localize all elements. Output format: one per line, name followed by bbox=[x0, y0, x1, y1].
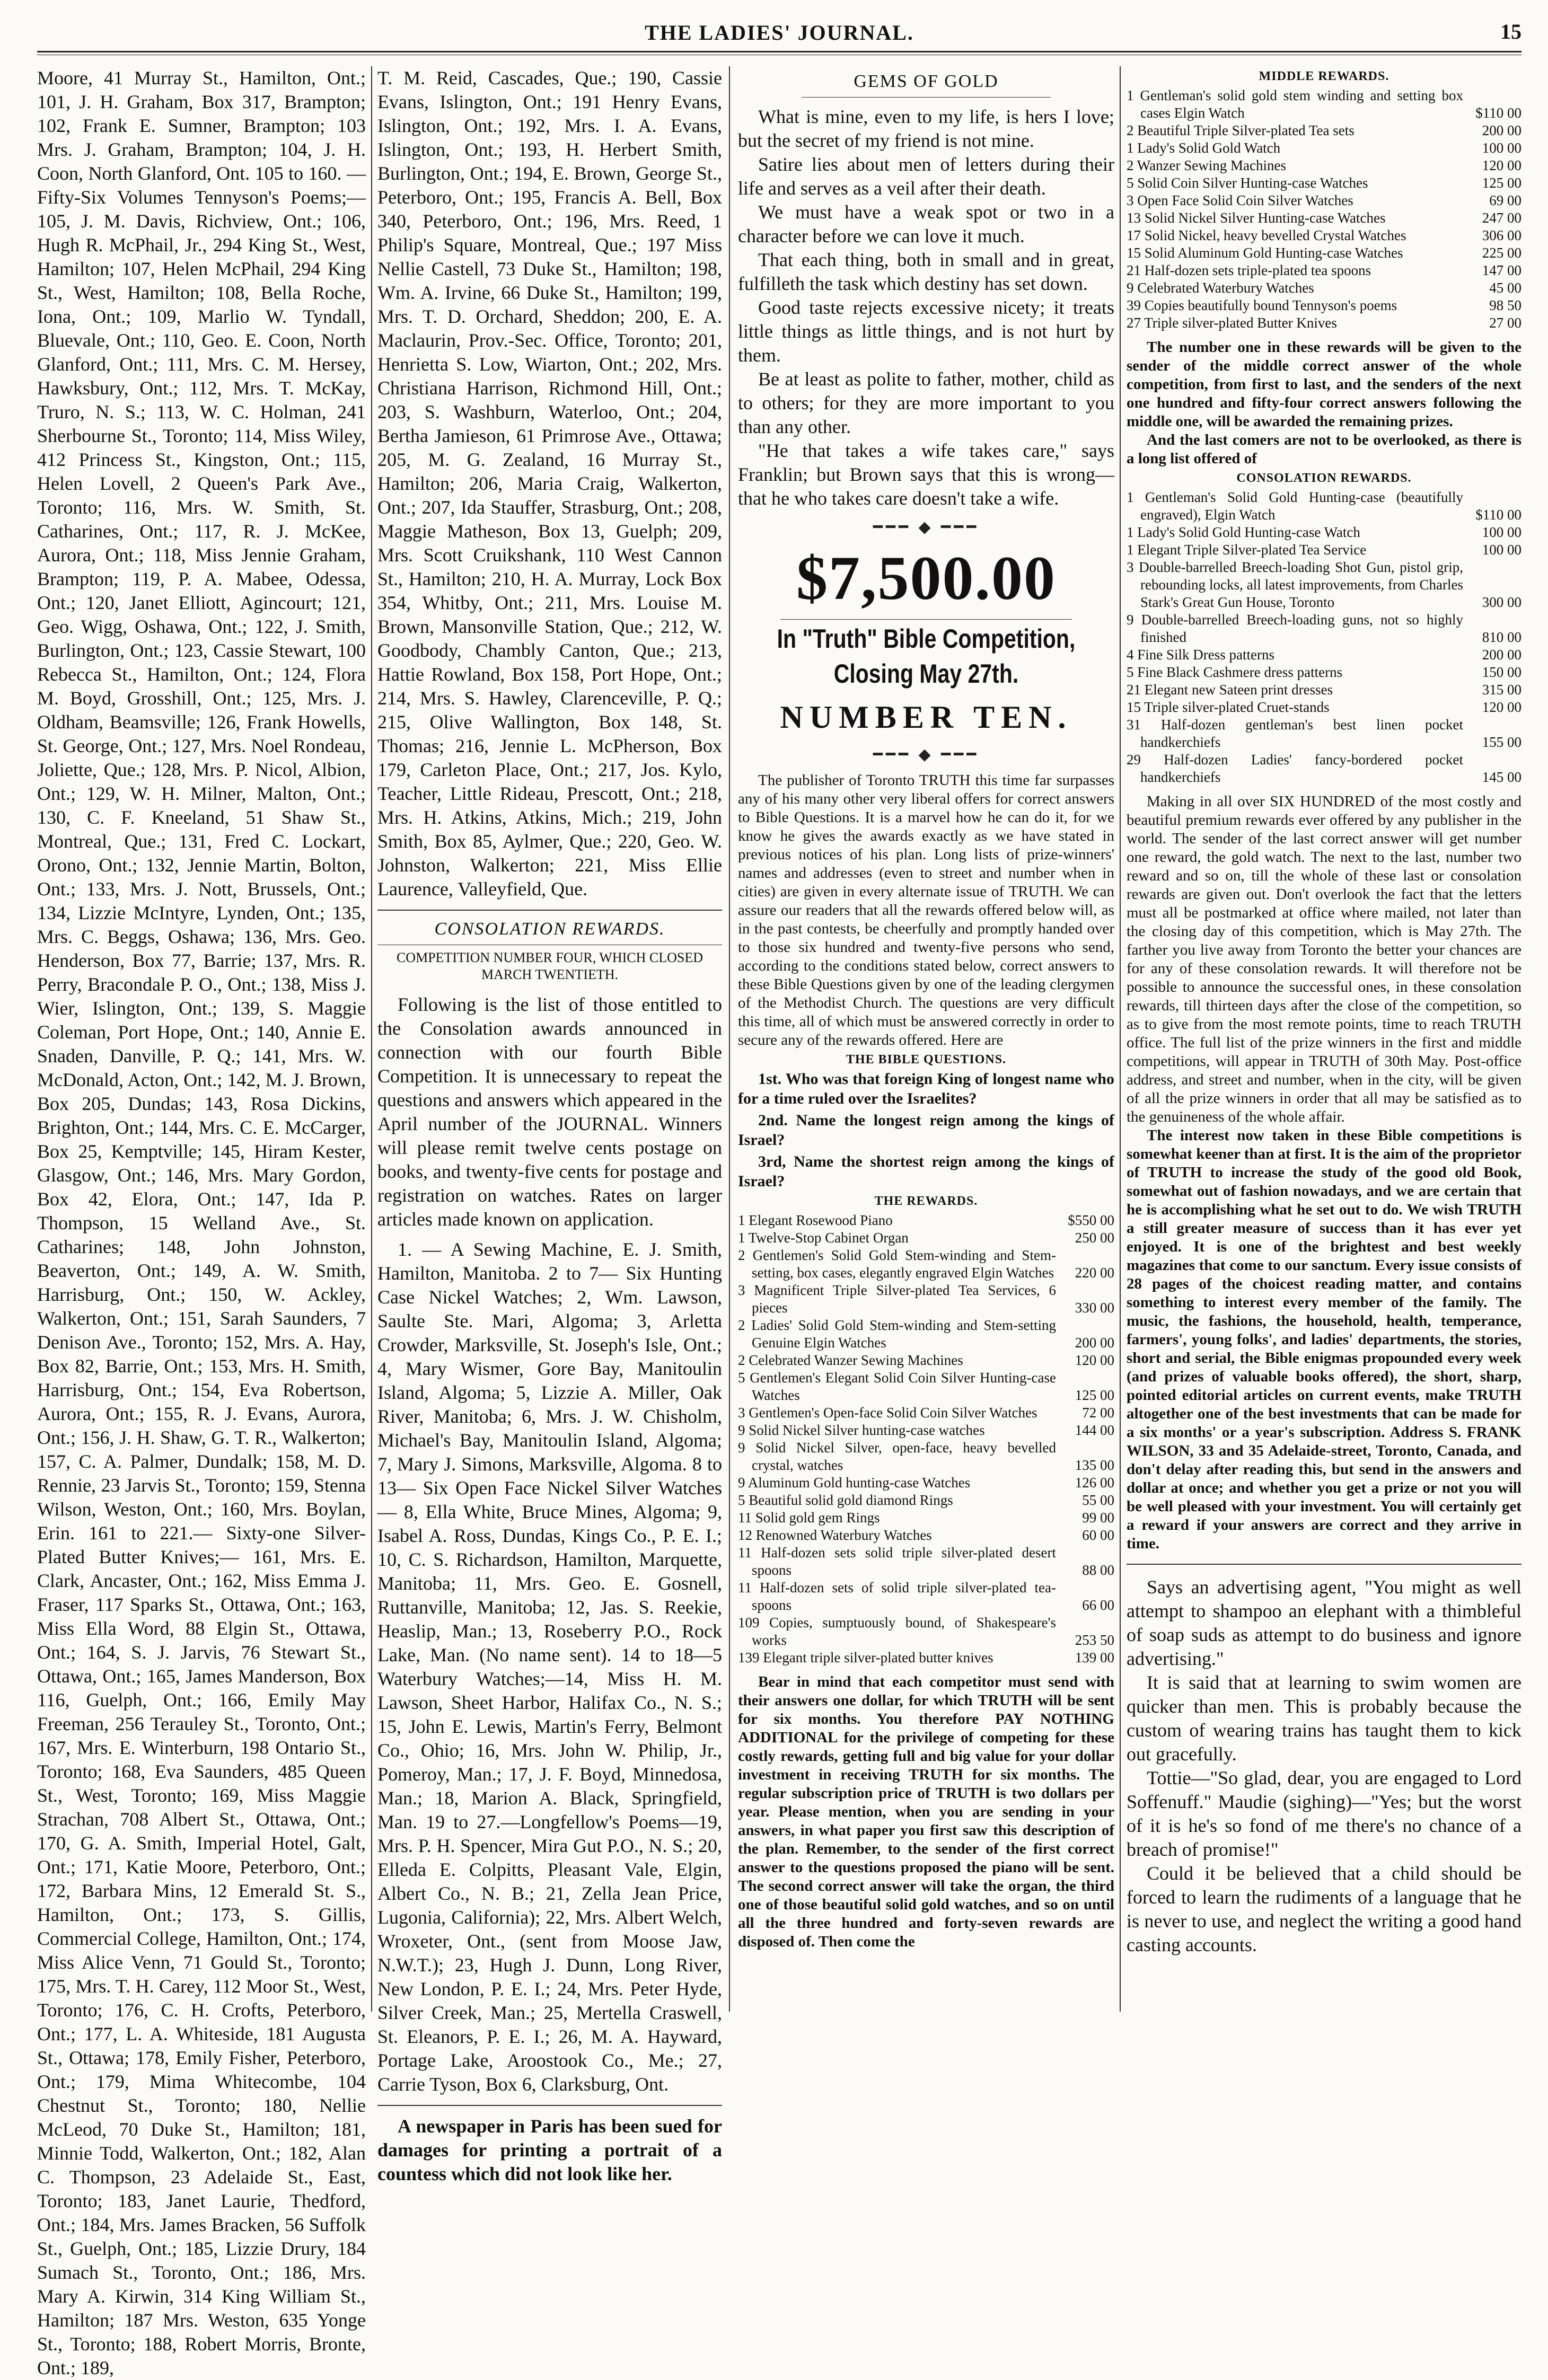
reward-row bbox=[1127, 279, 1521, 297]
reward-label: 2 Celebrated Wanzer Sewing Machines bbox=[738, 1352, 963, 1368]
reward-row bbox=[738, 1404, 1114, 1422]
reward-label: 1 Elegant Rosewood Piano bbox=[738, 1212, 893, 1228]
reward-value: 144 00 bbox=[1075, 1422, 1114, 1438]
section-rule bbox=[377, 910, 722, 911]
reward-value: 145 00 bbox=[1482, 769, 1521, 785]
reward-label: 5 Solid Coin Silver Hunting-case Watches bbox=[1127, 175, 1368, 191]
reward-value: 69 00 bbox=[1489, 192, 1521, 208]
reward-row bbox=[1127, 489, 1521, 524]
rewards-heading: THE REWARDS. bbox=[874, 1194, 978, 1208]
reward-row bbox=[1127, 611, 1521, 646]
gem-paragraph: What is mine, even to my life, is hers I love; but the secret of my friend is not mine. bbox=[738, 106, 1114, 151]
reward-label: 31 Half-dozen gentleman's best linen pocket handkerchiefs bbox=[1127, 717, 1463, 750]
reward-value: 100 00 bbox=[1482, 524, 1521, 540]
column-4 bbox=[1127, 66, 1521, 2017]
header-rule bbox=[37, 51, 1521, 52]
reward-label: 3 Magnificent Triple Silver-plated Tea Services, 6 pieces bbox=[738, 1282, 1056, 1316]
reward-row bbox=[1127, 314, 1521, 332]
reward-value: 55 00 bbox=[1082, 1492, 1114, 1508]
reward-row bbox=[1127, 297, 1521, 314]
column-2 bbox=[377, 66, 722, 2184]
reward-label: 9 Celebrated Waterbury Watches bbox=[1127, 280, 1314, 296]
reward-label: 1 Twelve-Stop Cabinet Organ bbox=[738, 1230, 909, 1246]
reward-value: 147 00 bbox=[1482, 262, 1521, 278]
reward-value: 99 00 bbox=[1082, 1510, 1114, 1526]
reward-row bbox=[738, 1579, 1114, 1614]
reward-label: 5 Fine Black Cashmere dress patterns bbox=[1127, 664, 1343, 680]
competition-intro: The publisher of Toronto TRUTH this time far surpasses any of his many other very liberal offers for correct answers to Bible Questions. It is a marvel how he can do it, for we know he gives the awards exactly as we have stated in previous notices of his plan. Long lists of prize-winners' names and addresses (even to street and number when in cities) are given in every alternate issue of TRUTH. We can assure our readers that all the rewards offered below will, as in the past contests, be cheerfully and promptly handed over to those six hundred and twenty-five persons who send, according to the conditions stated below, correct answers to these Bible Questions given by one of the leading clergymen of the Methodist Church. The questions are very difficult this time, all of which must be answered correctly in order to secure any of the rewards offered. Here are bbox=[738, 772, 1114, 1048]
reward-value: 135 00 bbox=[1075, 1457, 1114, 1473]
reward-value: 66 00 bbox=[1082, 1597, 1114, 1613]
reward-label: 21 Half-dozen sets triple-plated tea spoons bbox=[1127, 262, 1371, 278]
interest-paragraph: The interest now taken in these Bible competitions is somewhat keener than at first. It is the aim of the proprietor of TRUTH to increase the study of the good old Book, somewhat out of fashion nowadays, and we are certain that he is accomplishing what he set out to do. We wish TRUTH a still greater measure of success than it has ever yet enjoyed. It is one of the brightest and best weekly magazines that come to our sanctum. Every issue consists of 28 pages of the choicest reading matter, and contains something to interest every member of the family. The music, the fashions, the household, health, temperance, farmers', young folks', and ladies' departments, the stories, short and serial, the Bible enigmas propounded every week (and prizes of valuable books offered), the short, sharp, pointed editorial articles on current events, make TRUTH altogether one of the best investments that can be made for a six months' or a year's subscription. Address S. FRANK WILSON, 33 and 35 Adelaide-street, Toronto, Canada, and don't delay after reading this, but send in the answers and dollar at once; and whether you get a prize or not you will be well pleased with your investment. You will certainly get a reward if your answers are correct and they arrive in time. bbox=[1127, 1127, 1521, 1552]
gem-paragraph: That each thing, both in small and in great, fulfilleth the task which destiny has set down. bbox=[738, 249, 1114, 294]
reward-value: 126 00 bbox=[1075, 1475, 1114, 1491]
reward-row bbox=[738, 1544, 1114, 1579]
reward-row bbox=[738, 1229, 1114, 1247]
reward-value: 225 00 bbox=[1482, 245, 1521, 261]
reward-value: 88 00 bbox=[1082, 1562, 1114, 1578]
reward-label: 5 Beautiful solid gold diamond Rings bbox=[738, 1492, 953, 1508]
reward-label: 29 Half-dozen Ladies' fancy-bordered pocket handkerchiefs bbox=[1127, 752, 1463, 785]
reward-row bbox=[738, 1212, 1114, 1229]
reward-value: $110 00 bbox=[1475, 507, 1521, 523]
reward-value: 120 00 bbox=[1075, 1352, 1114, 1368]
reward-label: 1 Gentleman's solid gold stem winding and setting box cases Elgin Watch bbox=[1127, 87, 1463, 121]
reward-row bbox=[1127, 244, 1521, 262]
reward-row bbox=[738, 1282, 1114, 1317]
reward-label: 3 Gentlemen's Open-face Solid Coin Silver Watches bbox=[738, 1405, 1037, 1421]
reward-row bbox=[738, 1509, 1114, 1527]
number-ten-heading: NUMBER TEN. bbox=[780, 700, 1072, 735]
reward-label: 11 Half-dozen sets solid triple silver-plated desert spoons bbox=[738, 1545, 1056, 1578]
gems-of-gold-heading: GEMS OF GOLD bbox=[854, 72, 999, 91]
reward-value: 200 00 bbox=[1075, 1335, 1114, 1351]
section-rule bbox=[780, 619, 1072, 620]
column-1 bbox=[37, 66, 366, 2378]
reward-row bbox=[1127, 139, 1521, 157]
reward-row bbox=[738, 1492, 1114, 1509]
joke-paragraph: It is said that at learning to swim women are quicker than men. This is probably because the custom of wearing trains has taught them to kick out gracefully. bbox=[1127, 1672, 1521, 1765]
reward-value: 100 00 bbox=[1482, 140, 1521, 156]
gem-paragraph: Be at least as polite to father, mother, child as to others; for they are more important to you than any other. bbox=[738, 368, 1114, 437]
reward-label: 9 Aluminum Gold hunting-case Watches bbox=[738, 1475, 971, 1491]
reward-row bbox=[738, 1649, 1114, 1667]
reward-row bbox=[1127, 699, 1521, 716]
reward-row bbox=[1127, 209, 1521, 227]
reward-label: 2 Gentlemen's Solid Gold Stem-winding and Stem-setting, box cases, elegantly engraved Elgin Watches bbox=[738, 1247, 1056, 1281]
middle-rewards-heading: MIDDLE REWARDS. bbox=[1259, 69, 1389, 83]
reward-label: 12 Renowned Waterbury Watches bbox=[738, 1527, 932, 1543]
prize-winners-list: Moore, 41 Murray St., Hamilton, Ont.; 101, J. H. Graham, Box 317, Brampton; 102, Frank E. Sumner, Brampton; 103 Mrs. J. Graham, Brampton; 104, J. H. Coon, North Glanford, Ont. 105 to 160. — Fifty-Six Volumes Tennyson's Poems;—105, J. M. Davis, Richview, Ont.; 106, Hugh R. McPhail, Jr., 294 King St., West, Hamilton; 107, Helen McPhail, 294 King St., West, Hamilton; 108, Bella Roche, Iona, Ont.; 109, Marlio W. Tyndall, Bluevale, Ont.; 110, Geo. E. Coon, North Glanford, Ont.; 111, Mrs. C. M. Hersey, Hawksbury, Ont.; 112, Mrs. T. McKay, Truro, N. S.; 113, W. C. Holman, 241 Sherbourne St., Toronto; 114, Miss Wiley, 412 Princess St., Kingston, Ont.; 115, Helen Lovell, 2 Queen's Park Ave., Toronto; 116, Mrs. W. Smith, St. Catharines, Ont.; 117, R. J. McKee, Aurora, Ont.; 118, Miss Jennie Graham, Brampton; 119, P. A. Mabee, Odessa, Ont.; 120, Janet Elliott, Agincourt; 121, Geo. Wigg, Oshawa, Ont.; 122, J. Smith, Burlington, Ont.; 123, Cassie Stewart, 100 Rebecca St., Hamilton, Ont.; 124, Flora M. Boyd, Grosshill, Ont.; 125, Mrs. J. Oldham, Beamsville; 126, Frank Howells, St. George, Ont.; 127, Mrs. Noel Rondeau, Joliette, Que.; 128, Mrs. P. Nicol, Albion, Ont.; 129, W. H. Milner, Malton, Ont.; 130, C. F. Kneeland, 51 Shaw St., Montreal, Que.; 131, Fred C. Lockart, Orono, Ont.; 132, Jennie Martin, Bolton, Ont.; 133, Mrs. J. Nott, Brussels, Ont.; 134, Lizzie McIntyre, Lynden, Ont.; 135, Mrs. C. Beggs, Oshawa; 136, Mrs. Geo. Henderson, Box 77, Barrie; 137, Mrs. R. Perry, Bracondale P. O., Ont.; 138, Miss J. Wier, Islington, Ont.; 139, S. Maggie Coleman, Port Hope, Ont.; 140, Annie E. Snaden, Danville, P. Q.; 141, Mrs. W. McDonald, Acton, Ont.; 142, M. J. Brown, Box 205, Dundas; 143, Rosa Dickins, Brighton, Ont.; 144, Mrs. C. E. McCarger, Box 25, Kemptville; 145, Hiram Kester, Glasgow, Ont.; 146, Mrs. Mary Gordon, Box 42, Elora, Ont.; 147, Ida P. Thompson, 15 Welland Ave., St. Catharines; 148, John Johnston, Beaverton, Ont.; 149, A. W. Smith, Harrisburg, Ont.; 150, W. Ackley, Walkerton, Ont.; 151, Sarah Saunders, 7 Denison Ave., Toronto; 152, Mrs. A. Hay, Box 82, Barrie, Ont.; 153, Mrs. H. Smith, Harrisburg, Ont.; 154, Eva Robertson, Aurora, Ont.; 155, R. J. Evans, Aurora, Ont.; 156, J. H. Shaw, G. T. R., Walkerton; 157, C. A. Palmer, Dundalk; 158, M. D. Rennie, 23 Jarvis St., Toronto; 159, Stenna Wilson, Weston, Ont.; 160, Mrs. Boylan, Erin. 161 to 221.— Sixty-one Silver-Plated Butter Knives;— 161, Mrs. E. Clark, Ancaster, Ont.; 162, Miss Emma J. Fraser, 117 Sparks St., Ottawa, Ont.; 163, Miss Ella Word, 88 Elgin St., Ottawa, Ont.; 164, S. J. Jarvis, 76 Stewart St., Ottawa, Ont.; 165, James Manderson, Box 116, Guelph, Ont.; 166, Emily May Freeman, 256 Terauley St., Toronto, Ont.; 167, Mrs. E. Winterburn, 198 Ontario St., Toronto; 168, Eva Saunders, 485 Queen St., West, Toronto; 169, Miss Maggie Strachan, 708 Albert St., Ottawa, Ont.; 170, G. A. Smith, Imperial Hotel, Galt, Ont.; 171, Katie Moore, Peterboro, Ont.; 172, Barbara Mins, 12 Emerald St. S., Hamilton, Ont.; 173, S. Gillis, Commercial College, Hamilton, Ont.; 174, Miss Alice Venn, 71 Gould St., Toronto; 175, Mrs. T. H. Carey, 112 Moor St., West, Toronto; 176, C. H. Crofts, Peterboro, Ont.; 177, L. A. Whiteside, 181 Augusta St., Ottawa; 178, Emily Fisher, Peterboro, Ont.; 179, Mima Whitecombe, 104 Chestnut St., Toronto; 180, Nellie McLeod, 70 Duke St., Hamilton; 181, Minnie Todd, Walkerton, Ont.; 182, Alan C. Thompson, 23 Adelaide St., East, Toronto; 183, Janet Laurie, Thedford, Ont.; 184, Mrs. James Bracken, 56 Suffolk St., Guelph, Ont.; 185, Lizzie Drury, 184 Sumach St., Toronto, Ont.; 186, Mrs. Mary A. Kirwin, 314 King William St., Hamilton; 187 Mrs. Weston, 635 Yonge St., Toronto; 188, Robert Morris, Bronte, Ont.; 189, bbox=[37, 67, 366, 2378]
joke-paragraph: Could it be believed that a child should be forced to learn the rudiments of a language that he is never to use, and neglect the writing a good hand casting accounts. bbox=[1127, 1863, 1521, 1955]
reward-value: 330 00 bbox=[1075, 1300, 1114, 1316]
reward-label: 21 Elegant new Sateen print dresses bbox=[1127, 682, 1333, 698]
bible-question: 3rd, Name the shortest reign among the kings of Israel? bbox=[738, 1153, 1114, 1190]
reward-row bbox=[1127, 122, 1521, 139]
reward-label: 17 Solid Nickel, heavy bevelled Crystal Watches bbox=[1127, 227, 1406, 243]
middle-rewards-note: The number one in these rewards will be given to the sender of the middle correct answer of the whole competition, from first to last, and the senders of the next one hundred and fifty-four correct answers following the middle one, will be awarded the remaining prizes. bbox=[1127, 339, 1521, 430]
reward-label: 15 Triple silver-plated Cruet-stands bbox=[1127, 699, 1330, 715]
reward-label: 9 Solid Nickel Silver, open-face, heavy bevelled crystal, watches bbox=[738, 1440, 1056, 1473]
middle-rewards-list bbox=[1127, 87, 1521, 332]
joke-paragraph: Tottie—"So glad, dear, you are engaged to Lord Soffenuff." Maudie (sighing)—"Yes; but the worst of it is he's so fond of me there's no chance of a breach of promise!" bbox=[1127, 1767, 1521, 1860]
reward-label: 9 Double-barrelled Breech-loading guns, not so highly finished bbox=[1127, 612, 1463, 645]
consolation-intro: Following is the list of those entitled to the Consolation awards announced in connection with our fourth Bible Competition. It is unnecessary to repeat the questions and answers which appeared in the April number of the JOURNAL. Winners will please remit twelve cents postage on books, and twenty-five cents for postage and registration on watches. Rates on larger articles made known on application. bbox=[377, 994, 722, 1230]
rewards-list bbox=[738, 1212, 1114, 1667]
consolation-rewards-heading: CONSOLATION REWARDS. bbox=[1236, 471, 1412, 485]
reward-label: 13 Solid Nickel Silver Hunting-case Watches bbox=[1127, 210, 1386, 226]
reward-value: 200 00 bbox=[1482, 647, 1521, 663]
reward-value: 250 00 bbox=[1075, 1230, 1114, 1246]
reward-value: $550 00 bbox=[1068, 1212, 1114, 1228]
journal-title: THE LADIES' JOURNAL. bbox=[645, 21, 914, 45]
reward-row bbox=[1127, 751, 1521, 786]
reward-label: 109 Copies, sumptuously bound, of Shakespeare's works bbox=[738, 1615, 1056, 1648]
page-number: 15 bbox=[1500, 20, 1521, 43]
prize-amount: $7,500.00 bbox=[796, 543, 1056, 613]
consolation-lead-in: And the last comers are not to be overlooked, as there is a long list offered of bbox=[1127, 431, 1521, 467]
consolation-rewards-heading: CONSOLATION REWARDS. bbox=[434, 919, 665, 939]
reward-value: 200 00 bbox=[1482, 122, 1521, 138]
reward-label: 27 Triple silver-plated Butter Knives bbox=[1127, 315, 1337, 331]
reward-value: 220 00 bbox=[1075, 1265, 1114, 1281]
reward-value: 315 00 bbox=[1482, 682, 1521, 698]
reward-value: 45 00 bbox=[1489, 280, 1521, 296]
reward-row bbox=[1127, 681, 1521, 699]
reward-value: 810 00 bbox=[1482, 629, 1521, 645]
competition-closing: Closing May 27th. bbox=[833, 659, 1019, 689]
reward-row bbox=[1127, 227, 1521, 244]
reward-row bbox=[1127, 646, 1521, 664]
reward-value: 253 50 bbox=[1075, 1632, 1114, 1648]
section-rule bbox=[1127, 1564, 1521, 1565]
gem-paragraph: We must have a weak spot or two in a character before we can love it much. bbox=[738, 201, 1114, 246]
reward-row bbox=[738, 1474, 1114, 1492]
reward-row bbox=[1127, 541, 1521, 559]
reward-label: 2 Beautiful Triple Silver-plated Tea sets bbox=[1127, 122, 1354, 138]
reward-label: 5 Gentlemen's Elegant Solid Coin Silver Hunting-case Watches bbox=[738, 1370, 1056, 1403]
reward-row bbox=[1127, 192, 1521, 209]
reward-row bbox=[1127, 157, 1521, 174]
reward-value: 150 00 bbox=[1482, 664, 1521, 680]
bible-question: 1st. Who was that foreign King of longest name who for a time ruled over the Israelites? bbox=[738, 1070, 1114, 1107]
reward-row bbox=[1127, 87, 1521, 122]
bible-question: 2nd. Name the longest reign among the kings of Israel? bbox=[738, 1112, 1114, 1149]
reward-row bbox=[738, 1369, 1114, 1404]
joke-paragraph: Says an advertising agent, "You might as well attempt to shampoo an elephant with a thimbleful of soap suds as attempt to do business and ignore advertising." bbox=[1127, 1576, 1521, 1669]
reward-value: 125 00 bbox=[1482, 175, 1521, 191]
reward-value: 306 00 bbox=[1482, 227, 1521, 243]
reward-row bbox=[1127, 174, 1521, 192]
prize-winners-list-continued: T. M. Reid, Cascades, Que.; 190, Cassie Evans, Islington, Ont.; 191 Henry Evans, Islington, Ont.; 192, Mrs. I. A. Evans, Islington, Ont.; 193, H. Herbert Smith, Burlington, Ont.; 194, E. Brown, George St., Peterboro, Ont.; 195, Francis A. Bell, Box 340, Peterboro, Ont.; 196, Mrs. Reed, 1 Philip's Square, Montreal, Que.; 197 Miss Nellie Castell, 73 Duke St., Hamilton; 198, Wm. A. Irvine, 66 Duke St., Hamilton; 199, Mrs. T. D. Orchard, Sheddon; 200, E. A. Maclaurin, Prov.-Sec. Office, Toronto; 201, Henrietta S. Low, Wiarton, Ont.; 202, Mrs. Christiana Harrison, Richmond Hill, Ont.; 203, S. Washburn, Waterloo, Ont.; 204, Bertha Jamieson, 61 Primrose Ave., Ottawa; 205, M. G. Zealand, 16 Murray St., Hamilton; 206, Maria Craig, Walkerton, Ont.; 207, Ida Stauffer, Strasburg, Ont.; 208, Maggie Matheson, Box 13, Guelph; 209, Mrs. Scott Cruikshank, 110 West Cannon St., Hamilton; 210, H. A. Murray, Lock Box 354, Whitby, Ont.; 211, Mrs. Louise M. Brown, Mansonville Station, Que.; 212, W. Goodbody, Chambly Canton, Que.; 213, Hattie Rowland, Box 158, Port Hope, Ont.; 214, Mrs. S. Hawley, Clarenceville, P. Q.; 215, Olive Wallington, Box 148, St. Thomas; 216, Jennie L. McPherson, Box 179, Carleton Place, Ont.; 217, Jos. Kylo, Teacher, Little Rideau, Prescott, Ont.; 218, Mrs. H. Atkins, Atkins, Mich.; 219, John Smith, Box 85, Aylmer, Que.; 220, Geo. W. Johnston, Walkerton; 221, Miss Ellie Laurence, Valleyfield, Que. bbox=[377, 67, 722, 900]
reward-value: 120 00 bbox=[1482, 157, 1521, 173]
reward-value: 72 00 bbox=[1082, 1405, 1114, 1421]
gem-paragraph: "He that takes a wife takes care," says Franklin; but Brown says that this is wrong—that he who takes care doesn't take a wife. bbox=[738, 440, 1114, 509]
reward-label: 1 Lady's Solid Gold Watch bbox=[1127, 140, 1281, 156]
page-header bbox=[37, 16, 1521, 53]
column-divider bbox=[729, 66, 730, 2012]
reward-value: 247 00 bbox=[1482, 210, 1521, 226]
reward-label: 3 Open Face Solid Coin Silver Watches bbox=[1127, 192, 1353, 208]
bible-questions-heading: THE BIBLE QUESTIONS. bbox=[846, 1053, 1007, 1066]
reward-row bbox=[738, 1422, 1114, 1439]
ornament-divider: ━━━ ◆ ━━━ bbox=[873, 518, 980, 536]
reward-value: 139 00 bbox=[1075, 1650, 1114, 1665]
reward-row bbox=[738, 1317, 1114, 1352]
reward-value: 120 00 bbox=[1482, 699, 1521, 715]
reward-value: $110 00 bbox=[1475, 105, 1521, 121]
competition-title: In "Truth" Bible Competition, bbox=[777, 624, 1076, 654]
reward-label: 11 Solid gold gem Rings bbox=[738, 1510, 880, 1526]
consolation-closing: Making in all over SIX HUNDRED of the most costly and beautiful premium rewards ever offered by any publisher in the world. The sender of the last correct answer will get number one reward, the gold watch. The next to the last, number two reward and so on, till the whole of these last or consolation rewards are given out. Don't overlook the fact that the letters must all be postmarked at office where mailed, not later than the closing day of this competition, which is May 27th. The farther you live away from Toronto the better your chances are for any of these consolation rewards. It will therefore not be possible to announce the successful ones, in these consolation rewards, till thirteen days after the close of the competition, so as to give from the most remote points, time to reach TRUTH office. The full list of the prize winners in the first and middle competitions, will appear in TRUTH of 30th May. Post-office address, and street and number, when in the city, will be given of all the prize winners in order that all may be satisfied as to the genuineness of the whole affair. bbox=[1127, 793, 1521, 1125]
reward-row bbox=[1127, 716, 1521, 751]
column-divider bbox=[1120, 66, 1121, 2012]
reward-row bbox=[1127, 524, 1521, 541]
reward-row bbox=[738, 1527, 1114, 1544]
reward-row bbox=[738, 1247, 1114, 1282]
reward-label: 4 Fine Silk Dress patterns bbox=[1127, 647, 1274, 663]
reward-value: 300 00 bbox=[1482, 594, 1521, 610]
reward-label: 9 Solid Nickel Silver hunting-case watches bbox=[738, 1422, 985, 1438]
competition-closing-text: Bear in mind that each competitor must send with their answers one dollar, for which TRUTH will be sent for six months. You therefore PAY NOTHING ADDITIONAL for the privilege of competing for these costly rewards, getting full and big value for your dollar investment in receiving TRUTH for six months. The regular subscription price of TRUTH is two dollars per year. Please mention, when you are sending in your answers, in what paper you first saw this description of the plan. Remember, to the sender of the first correct answer to the questions proposed the piano will be sent. The second correct answer will take the organ, the third one of those beautiful solid gold watches, and so on until all the three hundred and forty-seven rewards are disposed of. Then come the bbox=[738, 1673, 1114, 1950]
gem-paragraph: Good taste rejects excessive nicety; it treats little things as little things, and is not hurt by them. bbox=[738, 297, 1114, 366]
reward-label: 2 Ladies' Solid Gold Stem-winding and Stem-setting Genuine Elgin Watches bbox=[738, 1317, 1056, 1351]
consolation-subtitle: COMPETITION NUMBER FOUR, WHICH CLOSED MARCH TWENTIETH. bbox=[396, 950, 703, 982]
reward-value: 125 00 bbox=[1075, 1387, 1114, 1403]
reward-label: 11 Half-dozen sets of solid triple silver-plated tea-spoons bbox=[738, 1580, 1056, 1613]
reward-row bbox=[1127, 664, 1521, 681]
reward-label: 39 Copies beautifully bound Tennyson's poems bbox=[1127, 297, 1397, 313]
reward-row bbox=[738, 1614, 1114, 1649]
reward-value: 60 00 bbox=[1082, 1527, 1114, 1543]
reward-label: 1 Gentleman's Solid Gold Hunting-case (beautifully engraved), Elgin Watch bbox=[1127, 489, 1463, 523]
section-rule bbox=[802, 97, 1051, 98]
reward-label: 139 Elegant triple silver-plated butter knives bbox=[738, 1650, 993, 1665]
reward-label: 3 Double-barrelled Breech-loading Shot Gun, pistol grip, rebounding locks, all latest improvements, from Charles Stark's Great Gun House, Toronto bbox=[1127, 559, 1463, 610]
reward-row bbox=[1127, 262, 1521, 279]
column-divider bbox=[371, 66, 372, 2012]
ornament-divider: ━━━ ◆ ━━━ bbox=[873, 746, 980, 763]
section-rule bbox=[377, 2105, 722, 2106]
reward-row bbox=[1127, 559, 1521, 611]
gem-paragraph: Satire lies about men of letters during their life and serves as a veil after their death. bbox=[738, 154, 1114, 199]
consolation-winners: 1. — A Sewing Machine, E. J. Smith, Hamilton, Manitoba. 2 to 7— Six Hunting Case Nickel Watches; 2, Wm. Lawson, Saulte Ste. Mari, Algoma; 3, Arletta Crowder, Marksville, St. Joseph's Isle, Ont.; 4, Mary Wismer, Gore Bay, Manitoulin Island, Algoma; 5, Lizzie A. Miller, Oak River, Manitoba; 6, Mrs. J. W. Chisholm, Michael's Bay, Manitoulin Island, Algoma; 7, Mary J. Simons, Marksville, Algoma. 8 to 13— Six Open Face Nickel Silver Watches— 8, Ella White, Bruce Mines, Algoma; 9, Isabel A. Ross, Dundas, Kings Co., P. E. I.; 10, C. S. Richardson, Hamilton, Marquette, Manitoba; 11, Mrs. Geo. E. Gosnell, Ruttanville, Manitoba; 12, Jas. S. Reekie, Heaslip, Man.; 13, Roseberry P.O., Rock Lake, Man. (No name sent). 14 to 18—5 Waterbury Watches;—14, Miss H. M. Lawson, Sheet Harbor, Halifax Co., N. S.; 15, John E. Lewis, Martin's Ferry, Belmont Co., Ohio; 16, Mrs. John W. Philip, Jr., Pomeroy, Man.; 17, J. F. Boyd, Minnedosa, Man.; 18, Marion A. Black, Springfield, Man. 19 to 27.—Longfellow's Poems—19, Mrs. P. H. Spencer, Mira Gut P.O., N. S.; 20, Elleda E. Colpitts, Pleasant Vale, Elgin, Albert Co., N. B.; 21, Zella Jean Price, Lugonia, California); 22, Mrs. Albert Welch, Wroxeter, Ont., (sent from Moose Jaw, N.W.T.); 23, Hugh J. Dunn, Long River, New London, P. E. I.; 24, Mrs. Peter Hyde, Silver Creek, Man.; 25, Mertella Craswell, St. Eleanors, P. E. I.; 26, M. A. Hayward, Portage Lake, Aroostook Co., Me.; 27, Carrie Tyson, Box 6, Clarksburg, Ont. bbox=[377, 1239, 722, 2095]
reward-value: 98 50 bbox=[1489, 297, 1521, 313]
reward-label: 1 Lady's Solid Gold Hunting-case Watch bbox=[1127, 524, 1360, 540]
consolation-rewards-list bbox=[1127, 489, 1521, 786]
reward-label: 1 Elegant Triple Silver-plated Tea Service bbox=[1127, 542, 1367, 558]
reward-value: 100 00 bbox=[1482, 542, 1521, 558]
reward-row bbox=[738, 1439, 1114, 1474]
reward-label: 15 Solid Aluminum Gold Hunting-case Watches bbox=[1127, 245, 1403, 261]
reward-value: 27 00 bbox=[1489, 315, 1521, 331]
reward-value: 155 00 bbox=[1482, 734, 1521, 750]
reward-row bbox=[738, 1352, 1114, 1369]
column-3 bbox=[738, 66, 1114, 2017]
paris-note: A newspaper in Paris has been sued for damages for printing a portrait of a countess which did not look like her. bbox=[377, 2115, 722, 2184]
reward-label: 2 Wanzer Sewing Machines bbox=[1127, 157, 1286, 173]
